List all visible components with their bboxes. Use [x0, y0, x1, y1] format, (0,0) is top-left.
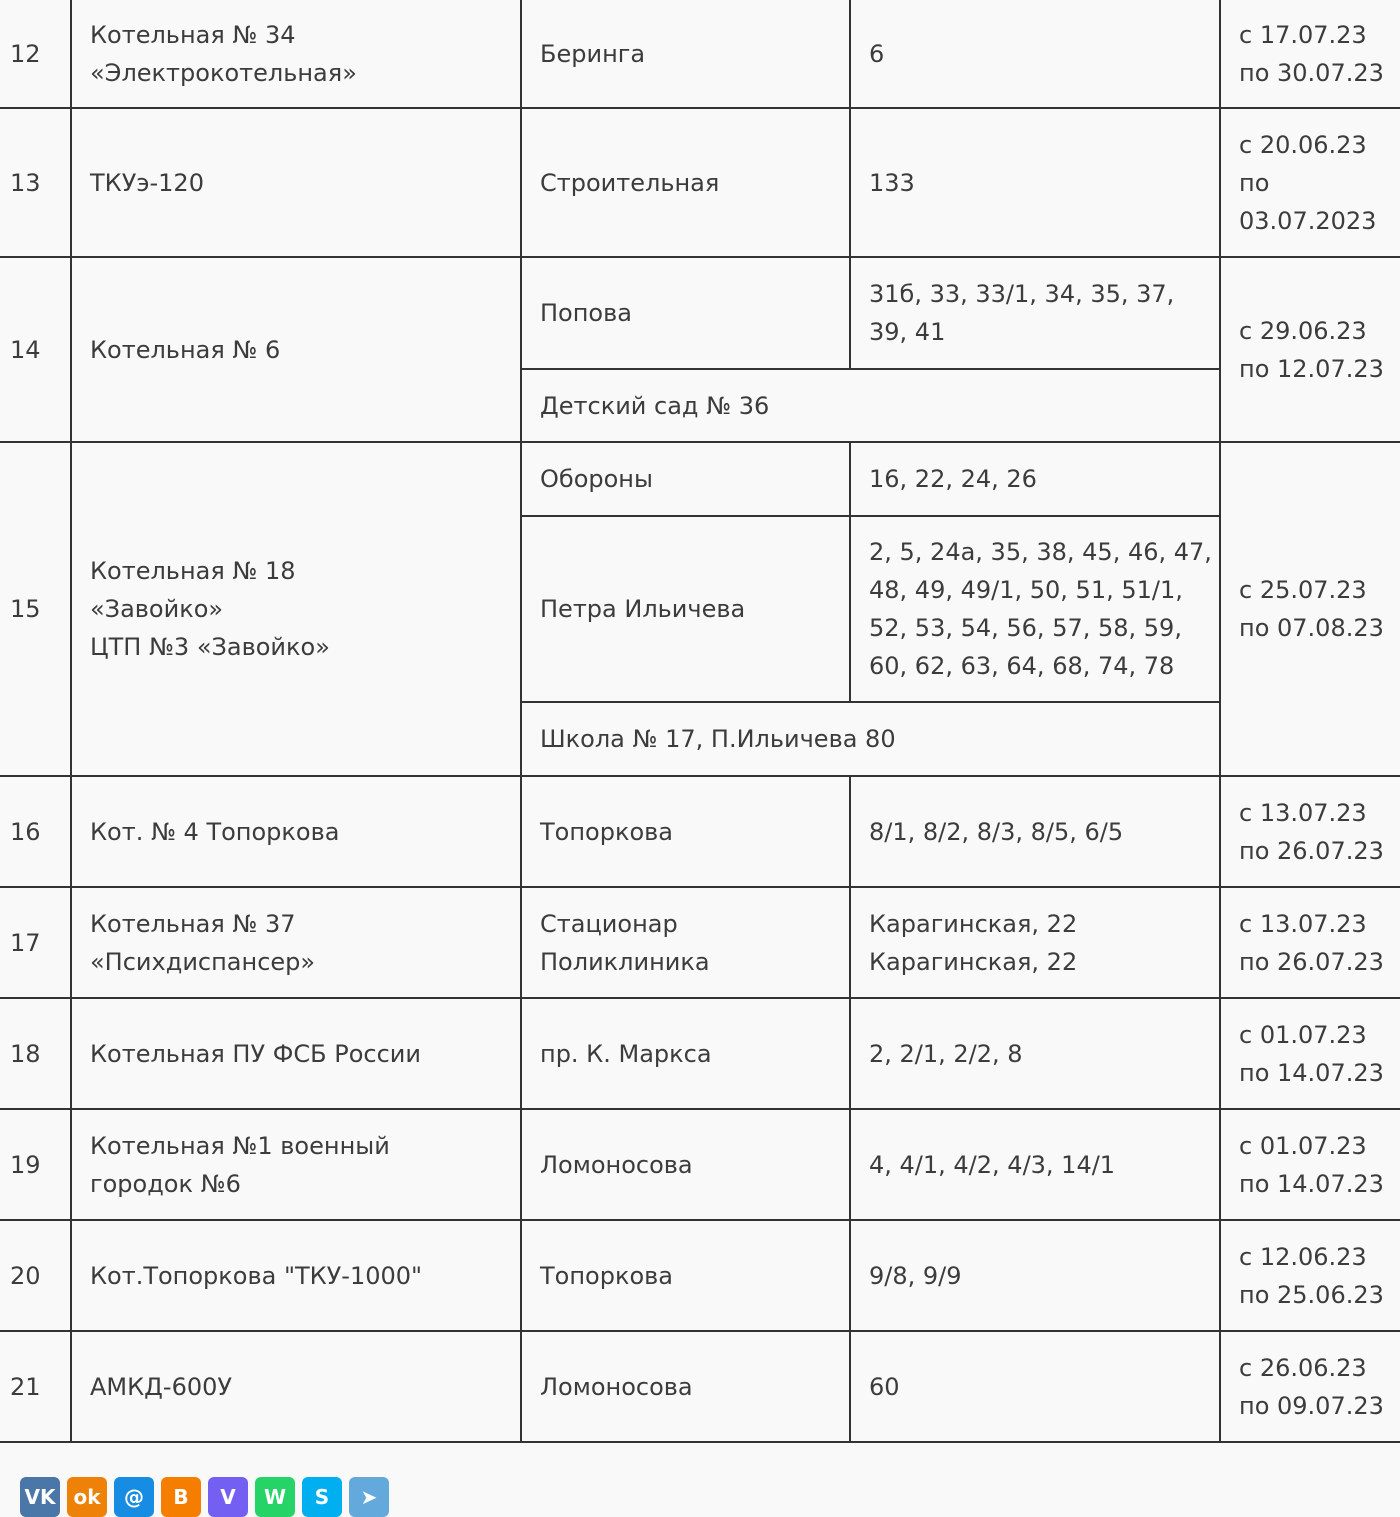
row-number: 14 — [0, 257, 71, 442]
houses: 2, 2/1, 2/2, 8 — [850, 998, 1220, 1109]
street: Попова — [521, 257, 850, 369]
table-row — [0, 0, 1400, 108]
heat-source: Котельная № 6 — [71, 257, 521, 442]
table-row — [0, 887, 1400, 998]
street: Петра Ильичева — [521, 516, 850, 702]
table-row — [0, 776, 1400, 887]
odnoklassniki-icon: ok — [73, 1485, 101, 1509]
viber-share-button[interactable] — [208, 1477, 248, 1517]
row-number: 17 — [0, 887, 71, 998]
period: с 25.07.23 по 07.08.23 — [1220, 442, 1400, 776]
heat-source: Котельная № 34 «Электрокотельная» — [71, 0, 521, 108]
street: пр. К. Маркса — [521, 998, 850, 1109]
period: с 13.07.23 по 26.07.23 — [1220, 887, 1400, 998]
houses: 4, 4/1, 4/2, 4/3, 14/1 — [850, 1109, 1220, 1220]
extra-object: Школа № 17, П.Ильичева 80 — [521, 702, 1220, 776]
row-number: 18 — [0, 998, 71, 1109]
heat-source: Котельная № 18 «Завойко» ЦТП №3 «Завойко» — [71, 442, 521, 776]
houses: 6 — [850, 0, 1220, 108]
heat-source: Кот.Топоркова "ТКУ-1000" — [71, 1220, 521, 1331]
houses: 31б, 33, 33/1, 34, 35, 37, 39, 41 — [850, 257, 1220, 369]
period: с 13.07.23 по 26.07.23 — [1220, 776, 1400, 887]
table-row — [0, 998, 1400, 1109]
houses: 16, 22, 24, 26 — [850, 442, 1220, 516]
street: Обороны — [521, 442, 850, 516]
houses: 60 — [850, 1331, 1220, 1442]
vk-share-button[interactable] — [20, 1477, 60, 1517]
blogger-icon: B — [173, 1485, 189, 1509]
heat-source: АМКД-600У — [71, 1331, 521, 1442]
heat-source: Котельная № 37 «Психдиспансер» — [71, 887, 521, 998]
telegram-icon: ➤ — [360, 1485, 378, 1509]
street: Топоркова — [521, 1220, 850, 1331]
moimir-share-button[interactable] — [114, 1477, 154, 1517]
houses: 2, 5, 24а, 35, 38, 45, 46, 47, 48, 49, 49/1, 50, 51, 51/1, 52, 53, 54, 56, 57, 58, 59, 60, 62, 63, 64, 68, 74, 78 — [850, 516, 1220, 702]
period: с 17.07.23 по 30.07.23 — [1220, 0, 1400, 108]
row-number: 19 — [0, 1109, 71, 1220]
heat-source: Кот. № 4 Топоркова — [71, 776, 521, 887]
heat-source: ТКУэ-120 — [71, 108, 521, 257]
period: с 01.07.23 по 14.07.23 — [1220, 1109, 1400, 1220]
period: с 29.06.23 по 12.07.23 — [1220, 257, 1400, 442]
blogger-share-button[interactable] — [161, 1477, 201, 1517]
table-row — [0, 108, 1400, 257]
row-number: 16 — [0, 776, 71, 887]
street: Беринга — [521, 0, 850, 108]
period: с 26.06.23 по 09.07.23 — [1220, 1331, 1400, 1442]
row-number: 21 — [0, 1331, 71, 1442]
street: Ломоносова — [521, 1331, 850, 1442]
period: с 01.07.23 по 14.07.23 — [1220, 998, 1400, 1109]
houses: 8/1, 8/2, 8/3, 8/5, 6/5 — [850, 776, 1220, 887]
houses: 9/8, 9/9 — [850, 1220, 1220, 1331]
share-buttons — [20, 1477, 389, 1517]
vk-icon: VK — [24, 1485, 56, 1509]
odnoklassniki-share-button[interactable] — [67, 1477, 107, 1517]
moimir-icon: @ — [124, 1485, 144, 1509]
extra-object: Детский сад № 36 — [521, 369, 1220, 442]
skype-icon: S — [314, 1485, 330, 1509]
street: Строительная — [521, 108, 850, 257]
table-row — [0, 1331, 1400, 1442]
period: с 20.06.23 по 03.07.2023 — [1220, 108, 1400, 257]
row-number: 12 — [0, 0, 71, 108]
heat-source: Котельная ПУ ФСБ России — [71, 998, 521, 1109]
table-row — [0, 257, 1400, 369]
houses: 133 — [850, 108, 1220, 257]
table-row — [0, 442, 1400, 516]
skype-share-button[interactable] — [302, 1477, 342, 1517]
street: Ломоносова — [521, 1109, 850, 1220]
viber-icon: V — [220, 1485, 236, 1509]
row-number: 20 — [0, 1220, 71, 1331]
row-number: 15 — [0, 442, 71, 776]
houses: Карагинская, 22 Карагинская, 22 — [850, 887, 1220, 998]
table-row — [0, 1109, 1400, 1220]
row-number: 13 — [0, 108, 71, 257]
telegram-share-button[interactable] — [349, 1477, 389, 1517]
whatsapp-icon: W — [263, 1485, 287, 1509]
period: с 12.06.23 по 25.06.23 — [1220, 1220, 1400, 1331]
whatsapp-share-button[interactable] — [255, 1477, 295, 1517]
street: Топоркова — [521, 776, 850, 887]
street: Стационар Поликлиника — [521, 887, 850, 998]
table-row — [0, 1220, 1400, 1331]
heat-source: Котельная №1 военный городок №6 — [71, 1109, 521, 1220]
